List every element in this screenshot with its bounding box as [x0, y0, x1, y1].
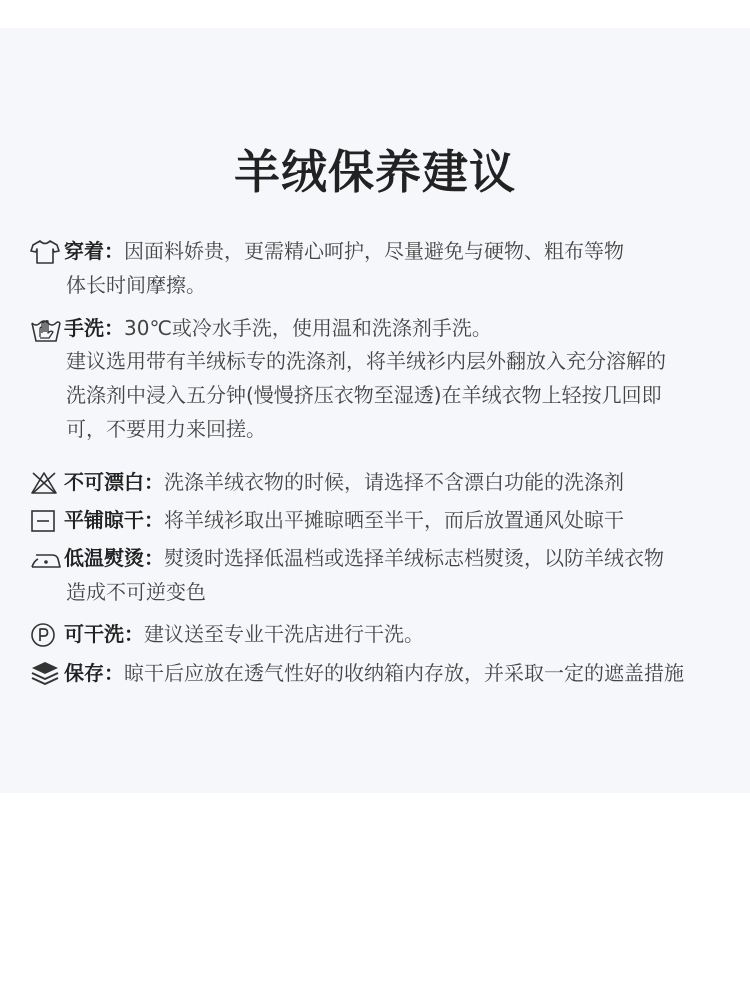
care-item-text: 熨烫时选择低温档或选择羊绒标志档熨烫，以防羊绒衣物: [164, 546, 664, 570]
care-item-label: 可干洗：: [64, 622, 144, 646]
care-item-text: 因面料娇贵，更需精心呵护，尽量避免与硬物、粗布等物: [124, 239, 624, 263]
care-item-wear: [30, 235, 624, 268]
care-item-label: 平铺晾干：: [64, 508, 164, 532]
care-item-continuation: 可，不要用力来回搓。: [66, 417, 266, 441]
care-item-label: 不可漂白：: [64, 470, 164, 494]
dry-clean-p-icon: [30, 620, 64, 650]
hand-wash-icon: [30, 314, 64, 344]
no-bleach-icon: [30, 468, 64, 498]
iron-low-icon: [30, 544, 64, 574]
care-item-continuation: 建议选用带有羊绒标专的洗涤剂，将羊绒衫内层外翻放入充分溶解的: [66, 349, 666, 373]
page-title: 羊绒保养建议: [234, 145, 516, 199]
care-item-text: 洗涤羊绒衣物的时候，请选择不含漂白功能的洗涤剂: [164, 470, 624, 494]
care-item-label: 穿着：: [64, 239, 124, 263]
care-item-no-bleach: [30, 466, 624, 499]
care-item-text: 30℃或冷水手洗，使用温和洗涤剂手洗。: [124, 316, 492, 340]
care-item-label: 低温熨烫：: [64, 546, 164, 570]
care-item-handwash: [30, 312, 492, 345]
care-item-continuation: 造成不可逆变色: [66, 580, 206, 604]
dry-flat-icon: [30, 506, 64, 536]
care-item-text: 建议送至专业干洗店进行干洗。: [144, 622, 424, 646]
care-item-label: 手洗：: [64, 316, 124, 340]
care-item-dry-flat: [30, 504, 624, 537]
tshirt-icon: [30, 237, 64, 267]
care-item-continuation: 体长时间摩擦。: [66, 273, 206, 297]
care-item-text: 将羊绒衫取出平摊晾晒至半干，而后放置通风处晾干: [164, 508, 624, 532]
care-item-storage: [30, 657, 684, 690]
stack-icon: [30, 659, 64, 689]
care-item-label: 保存：: [64, 661, 124, 685]
care-item-iron-low: [30, 542, 664, 575]
care-item-text: 晾干后应放在透气性好的收纳箱内存放，并采取一定的遮盖措施: [124, 661, 684, 685]
care-item-dry-clean: [30, 618, 424, 651]
care-item-continuation: 洗涤剂中浸入五分钟(慢慢挤压衣物至湿透)在羊绒衣物上轻按几回即: [66, 383, 662, 407]
